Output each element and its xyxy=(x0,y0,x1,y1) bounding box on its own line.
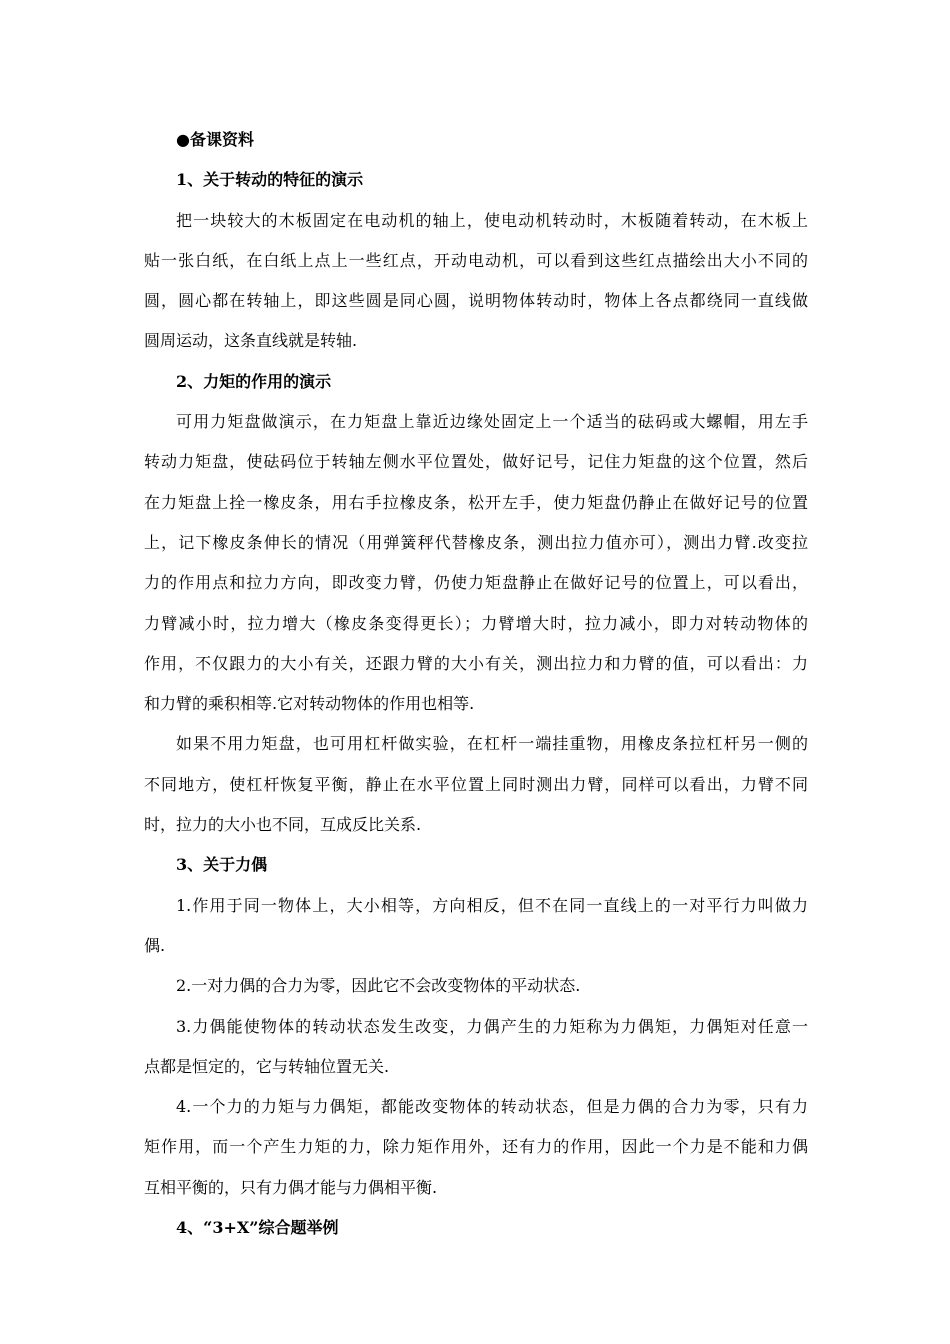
paragraph-line: 和力臂的乘积相等.它对转动物体的作用也相等. xyxy=(144,694,475,714)
paragraph-line: 3.力偶能使物体的转动状态发生改变，力偶产生的力矩称为力偶矩，力偶矩对任意一 xyxy=(176,1016,808,1036)
paragraph-line: 圆周运动，这条直线就是转轴. xyxy=(144,331,358,351)
list-item-1 xyxy=(144,886,808,967)
paragraph-line: 把一块较大的木板固定在电动机的轴上，使电动机转动时，木板随着转动，在木板上 xyxy=(176,210,808,230)
paragraph-line: 1.作用于同一物体上，大小相等，方向相反，但不在同一直线上的一对平行力叫做力 xyxy=(176,895,808,915)
list-item-2 xyxy=(144,966,808,1006)
paragraph-line: 可用力矩盘做演示，在力矩盘上靠近边缘处固定上一个适当的砝码或大螺帽，用左手 xyxy=(176,412,808,432)
paragraph-line: 矩作用，而一个产生力矩的力，除力矩作用外，还有力的作用，因此一个力是不能和力偶 xyxy=(144,1137,808,1157)
paragraph-line: 2.一对力偶的合力为零，因此它不会改变物体的平动状态. xyxy=(176,976,581,996)
heading-3: 3、关于力偶 xyxy=(176,855,268,875)
paragraph-2 xyxy=(144,402,808,724)
paragraph-line: 上，记下橡皮条伸长的情况（用弹簧秤代替橡皮条，测出拉力值亦可），测出力臂.改变拉 xyxy=(144,532,808,552)
section-title: ●备课资料 xyxy=(176,130,254,149)
paragraph-line: 点都是恒定的，它与转轴位置无关. xyxy=(144,1056,390,1076)
heading-2: 2、力矩的作用的演示 xyxy=(176,371,332,391)
paragraph-line: 力臂减小时，拉力增大（橡皮条变得更长）；力臂增大时，拉力减小，即力对转动物体的 xyxy=(144,613,808,633)
paragraph-line: 不同地方，使杠杆恢复平衡，静止在水平位置上同时测出力臂，同样可以看出，力臂不同 xyxy=(144,774,808,794)
paragraph-line: 圆，圆心都在转轴上，即这些圆是同心圆，说明物体转动时，物体上各点都绕同一直线做 xyxy=(144,291,808,311)
paragraph-line: 力的作用点和拉力方向，即改变力臂，仍使力矩盘静止在做好记号的位置上，可以看出， xyxy=(144,573,808,593)
paragraph-line: 偶. xyxy=(144,935,166,955)
paragraph-line: 时，拉力的大小也不同，互成反比关系. xyxy=(144,815,422,835)
paragraph-line: 贴一张白纸，在白纸上点上一些红点，开动电动机，可以看到这些红点描绘出大小不同的 xyxy=(144,250,808,270)
heading-1: 1、关于转动的特征的演示 xyxy=(176,170,364,190)
paragraph-line: 4.一个力的力矩与力偶矩，都能改变物体的转动状态，但是力偶的合力为零，只有力 xyxy=(176,1097,808,1117)
paragraph-line: 互相平衡的，只有力偶才能与力偶相平衡. xyxy=(144,1177,438,1197)
list-item-4 xyxy=(144,1087,808,1208)
paragraph-line: 作用，不仅跟力的大小有关，还跟力臂的大小有关，测出拉力和力臂的值，可以看出：力 xyxy=(144,653,808,673)
paragraph-1 xyxy=(144,201,808,362)
paragraph-line: 转动力矩盘，使砝码位于转轴左侧水平位置处，做好记号，记住力矩盘的这个位置，然后 xyxy=(144,452,808,472)
paragraph-3 xyxy=(144,724,808,845)
paragraph-line: 在力矩盘上拴一橡皮条，用右手拉橡皮条，松开左手，使力矩盘仍静止在做好记号的位置 xyxy=(144,492,808,512)
list-item-3 xyxy=(144,1007,808,1088)
paragraph-line: 如果不用力矩盘，也可用杠杆做实验，在杠杆一端挂重物，用橡皮条拉杠杆另一侧的 xyxy=(176,734,808,754)
document-body xyxy=(144,120,808,1248)
heading-4: 4、“3+X”综合题举例 xyxy=(176,1218,339,1238)
